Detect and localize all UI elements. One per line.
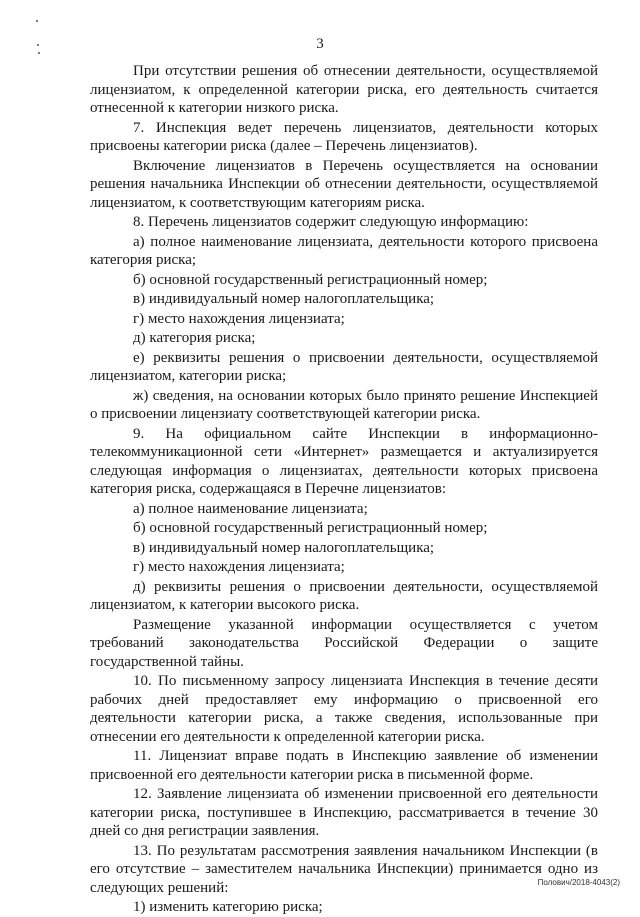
list-item: 1) изменить категорию риска; bbox=[133, 899, 323, 915]
paragraph: 12. Заявление лицензиата об изменении присвоенной его деятельности категории риска, поступившее в Инспекцию, рассматривается в течение 30 дней со дня регистрации заявления. bbox=[90, 786, 598, 839]
paragraph: При отсутствии решения об отнесении деятельности, осуществляемой лицензиатом, к определенной категории риска, его деятельность считается отнесенной к категории низкого риска. bbox=[90, 63, 598, 116]
scan-speck bbox=[36, 20, 38, 22]
list-item: д) категория риска; bbox=[133, 330, 256, 346]
paragraph: 9. На официальном сайте Инспекции в информационно-телекоммуникационной сети «Интернет» размещается и актуализируется следующая информация о лицензиатах, деятельности которых присвоена категория риска, содержащаяся в Перечне лицензиатов: bbox=[90, 425, 598, 497]
document-footer-code: Полович/2018-4043(2) bbox=[537, 878, 620, 887]
page-number: 3 bbox=[316, 36, 324, 52]
list-item: в) индивидуальный номер налогоплательщика; bbox=[133, 539, 435, 556]
paragraph: 8. Перечень лицензиатов содержит следующую информацию: bbox=[133, 214, 529, 230]
paragraph: 13. По результатам рассмотрения заявления начальником Инспекции (в его отсутствие – заместителем начальника Инспекции) принимается одно из следующих решений: bbox=[90, 842, 598, 896]
list-item: б) основной государственный регистрационный номер; bbox=[133, 520, 488, 536]
list-item: в) индивидуальный номер налогоплательщика; bbox=[133, 291, 435, 307]
paragraph: Размещение указанной информации осуществляется с учетом требований законодательства Российской Федерации о защите государственной тайны. bbox=[90, 616, 598, 670]
list-item: г) место нахождения лицензиата; bbox=[133, 559, 345, 575]
paragraph: 10. По письменному запросу лицензиата Инспекция в течение десяти рабочих дней предоставляет ему информацию о присвоенной его деятельности категории риска, а также сведения, использованные при отнесении его деятельности к определенной категории риска. bbox=[90, 673, 598, 745]
paragraph: 7. Инспекция ведет перечень лицензиатов, деятельности которых присвоены категории риска (далее – Перечень лицензиатов). bbox=[90, 119, 598, 154]
list-item: а) полное наименование лицензиата; bbox=[133, 500, 368, 517]
list-item: ж) сведения, на основании которых было принято решение Инспекцией о присвоении лицензиату соответствующей категории риска. bbox=[90, 387, 598, 422]
paragraph: Включение лицензиатов в Перечень осуществляется на основании решения начальника Инспекции об отнесении деятельности, осуществляемой лицензиатом, к соответствующим категориям риска. bbox=[90, 157, 598, 211]
list-item: д) реквизиты решения о присвоении деятельности, осуществляемой лицензиатом, к категории высокого риска. bbox=[90, 578, 598, 613]
list-item: б) основной государственный регистрационный номер; bbox=[133, 271, 488, 288]
document-body bbox=[90, 62, 598, 917]
list-item: а) полное наименование лицензиата, деятельности которого присвоена категория риска; bbox=[90, 233, 598, 268]
list-item: е) реквизиты решения о присвоении деятельности, осуществляемой лицензиатом, категории риска; bbox=[90, 349, 598, 384]
paragraph: 11. Лицензиат вправе подать в Инспекцию заявление об изменении присвоенной его деятельности категории риска в письменной форме. bbox=[90, 748, 598, 783]
list-item: г) место нахождения лицензиата; bbox=[133, 310, 345, 327]
